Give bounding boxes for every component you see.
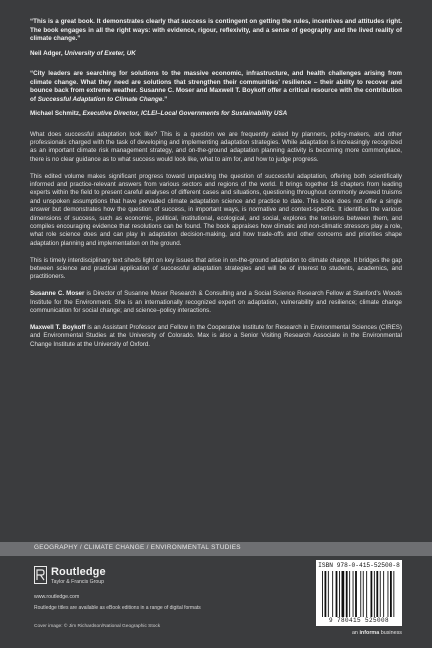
endorsement-affiliation-1: University of Exeter, UK <box>64 49 136 57</box>
barcode-digits: 9 780415 525008 <box>328 617 389 624</box>
endorsement-quote-1: “This is a great book. It demonstrates clearly that success is contingent on getting the rules, incentives and attitudes right. The book engages in all the right ways: with evidence, rigour, reflexivity, and a sense of geography and the lived reality of climate change.” <box>30 18 402 42</box>
publisher-name: Routledge <box>51 566 106 578</box>
endorsement-quote-2: “City leaders are searching for solutions to the massive economic, infrastructure, and health challenges arising from climate change. What they need are solutions that strengthen their communities’ resilience – their ability to recover and bounce back from extreme weather. Susanne C. Moser and Maxwell T. Boykoff offer a critical resource with the contribution of Successful Adaptation to Climate Change.” <box>30 70 402 103</box>
cover-text <box>30 18 402 357</box>
barcode-block <box>316 560 402 626</box>
author-bio-1: Susanne C. Moser is Director of Susanne Moser Research & Consulting and a Social Science Research Fellow at Stanford’s Woods Institute for the Environment. She is an internationally recognized expert on adaptation, vulnerability and resilience; climate change communication for social change; and science–policy interactions. <box>30 290 402 314</box>
endorsement-author-2: Michael Schmitz, <box>30 110 81 117</box>
author-name-2: Maxwell T. Boykoff <box>30 323 86 331</box>
blurb-paragraph-1: What does successful adaptation look like? This is a question we are frequently asked by planners, policy-makers, and other professionals charged with the task of developing and implementing adaptation strategies. While adaptation is increasingly recognized as an important climate risk management strategy, and on-the-ground adaptation planning activity is becoming more commonplace, there is no clear guidance as to what success would look like, what to aim for, and how to judge progress. <box>30 130 402 163</box>
isbn-label: ISBN 978-0-415-52500-8 <box>318 562 400 569</box>
barcode-icon <box>322 571 396 617</box>
informa-business-note: an informa business <box>351 630 402 636</box>
routledge-emblem-icon <box>34 566 47 584</box>
author-name-1: Susanne C. Moser <box>30 290 85 298</box>
subject-band <box>0 542 432 556</box>
endorsement-attribution-1 <box>30 50 402 59</box>
blurb-paragraph-3: This is timely interdisciplinary text sheds light on key issues that arise in on-the-ground adaptation to climate change. It bridges the gap between science and practical application of successful adaptation strategies and will be of interest to students, academics, and practitioners. <box>30 256 402 281</box>
informa-brand: informa <box>359 630 380 636</box>
endorsement-attribution-2 <box>30 110 402 119</box>
cover-image-credit: Cover image: © Jim Richardson/National Geographic Stock <box>34 624 161 629</box>
blurb-paragraph-2: This edited volume makes significant progress toward unpacking the question of successful adaptation, offering both scientifically informed and practice-relevant answers from various sectors and regions of the world. It brings together 18 chapters from leading experts within the field to present careful analyses of different cases and situations, questioning throughout commonly avowed truisms and unspoken assumptions that have pervaded climate adaptation science and practice to date. This book does not offer a single answer but demonstrates how the question of success, in important ways, is normative and context-specific. It identifies the various dimensions of success, such as economic, political, institutional, ecological, and social, explores the tensions between them, and compiles encouraging evidence that resolutions can be found. The book appraises how climatic and non-climatic stressors play a role, what role science does and can play in adaptation decision-making, and how trade-offs and other concerns and priorities shape adaptation planning and implementation on the ground. <box>30 172 402 247</box>
publisher-website: www.routledge.com <box>34 594 80 600</box>
subject-categories: GEOGRAPHY / CLIMATE CHANGE / ENVIRONMENTAL STUDIES <box>34 544 241 551</box>
endorsement-author-1: Neil Adger, <box>30 49 63 57</box>
publisher-group: Taylor & Francis Group <box>51 579 105 585</box>
ebook-note: Routledge titles are available as eBook editions in a range of digital formats <box>34 605 201 611</box>
endorsement-affiliation-2: Executive Director, ICLEI–Local Governments for Sustainability USA <box>82 110 288 117</box>
author-bio-2: Maxwell T. Boykoff is an Assistant Professor and Fellow in the Cooperative Institute for Research in Environmental Sciences (CIRES) and Environmental Studies at the University of Colorado. Max is also a Senior Visiting Research Associate in the Environmental Change Institute at the University of Oxford. <box>30 323 402 348</box>
